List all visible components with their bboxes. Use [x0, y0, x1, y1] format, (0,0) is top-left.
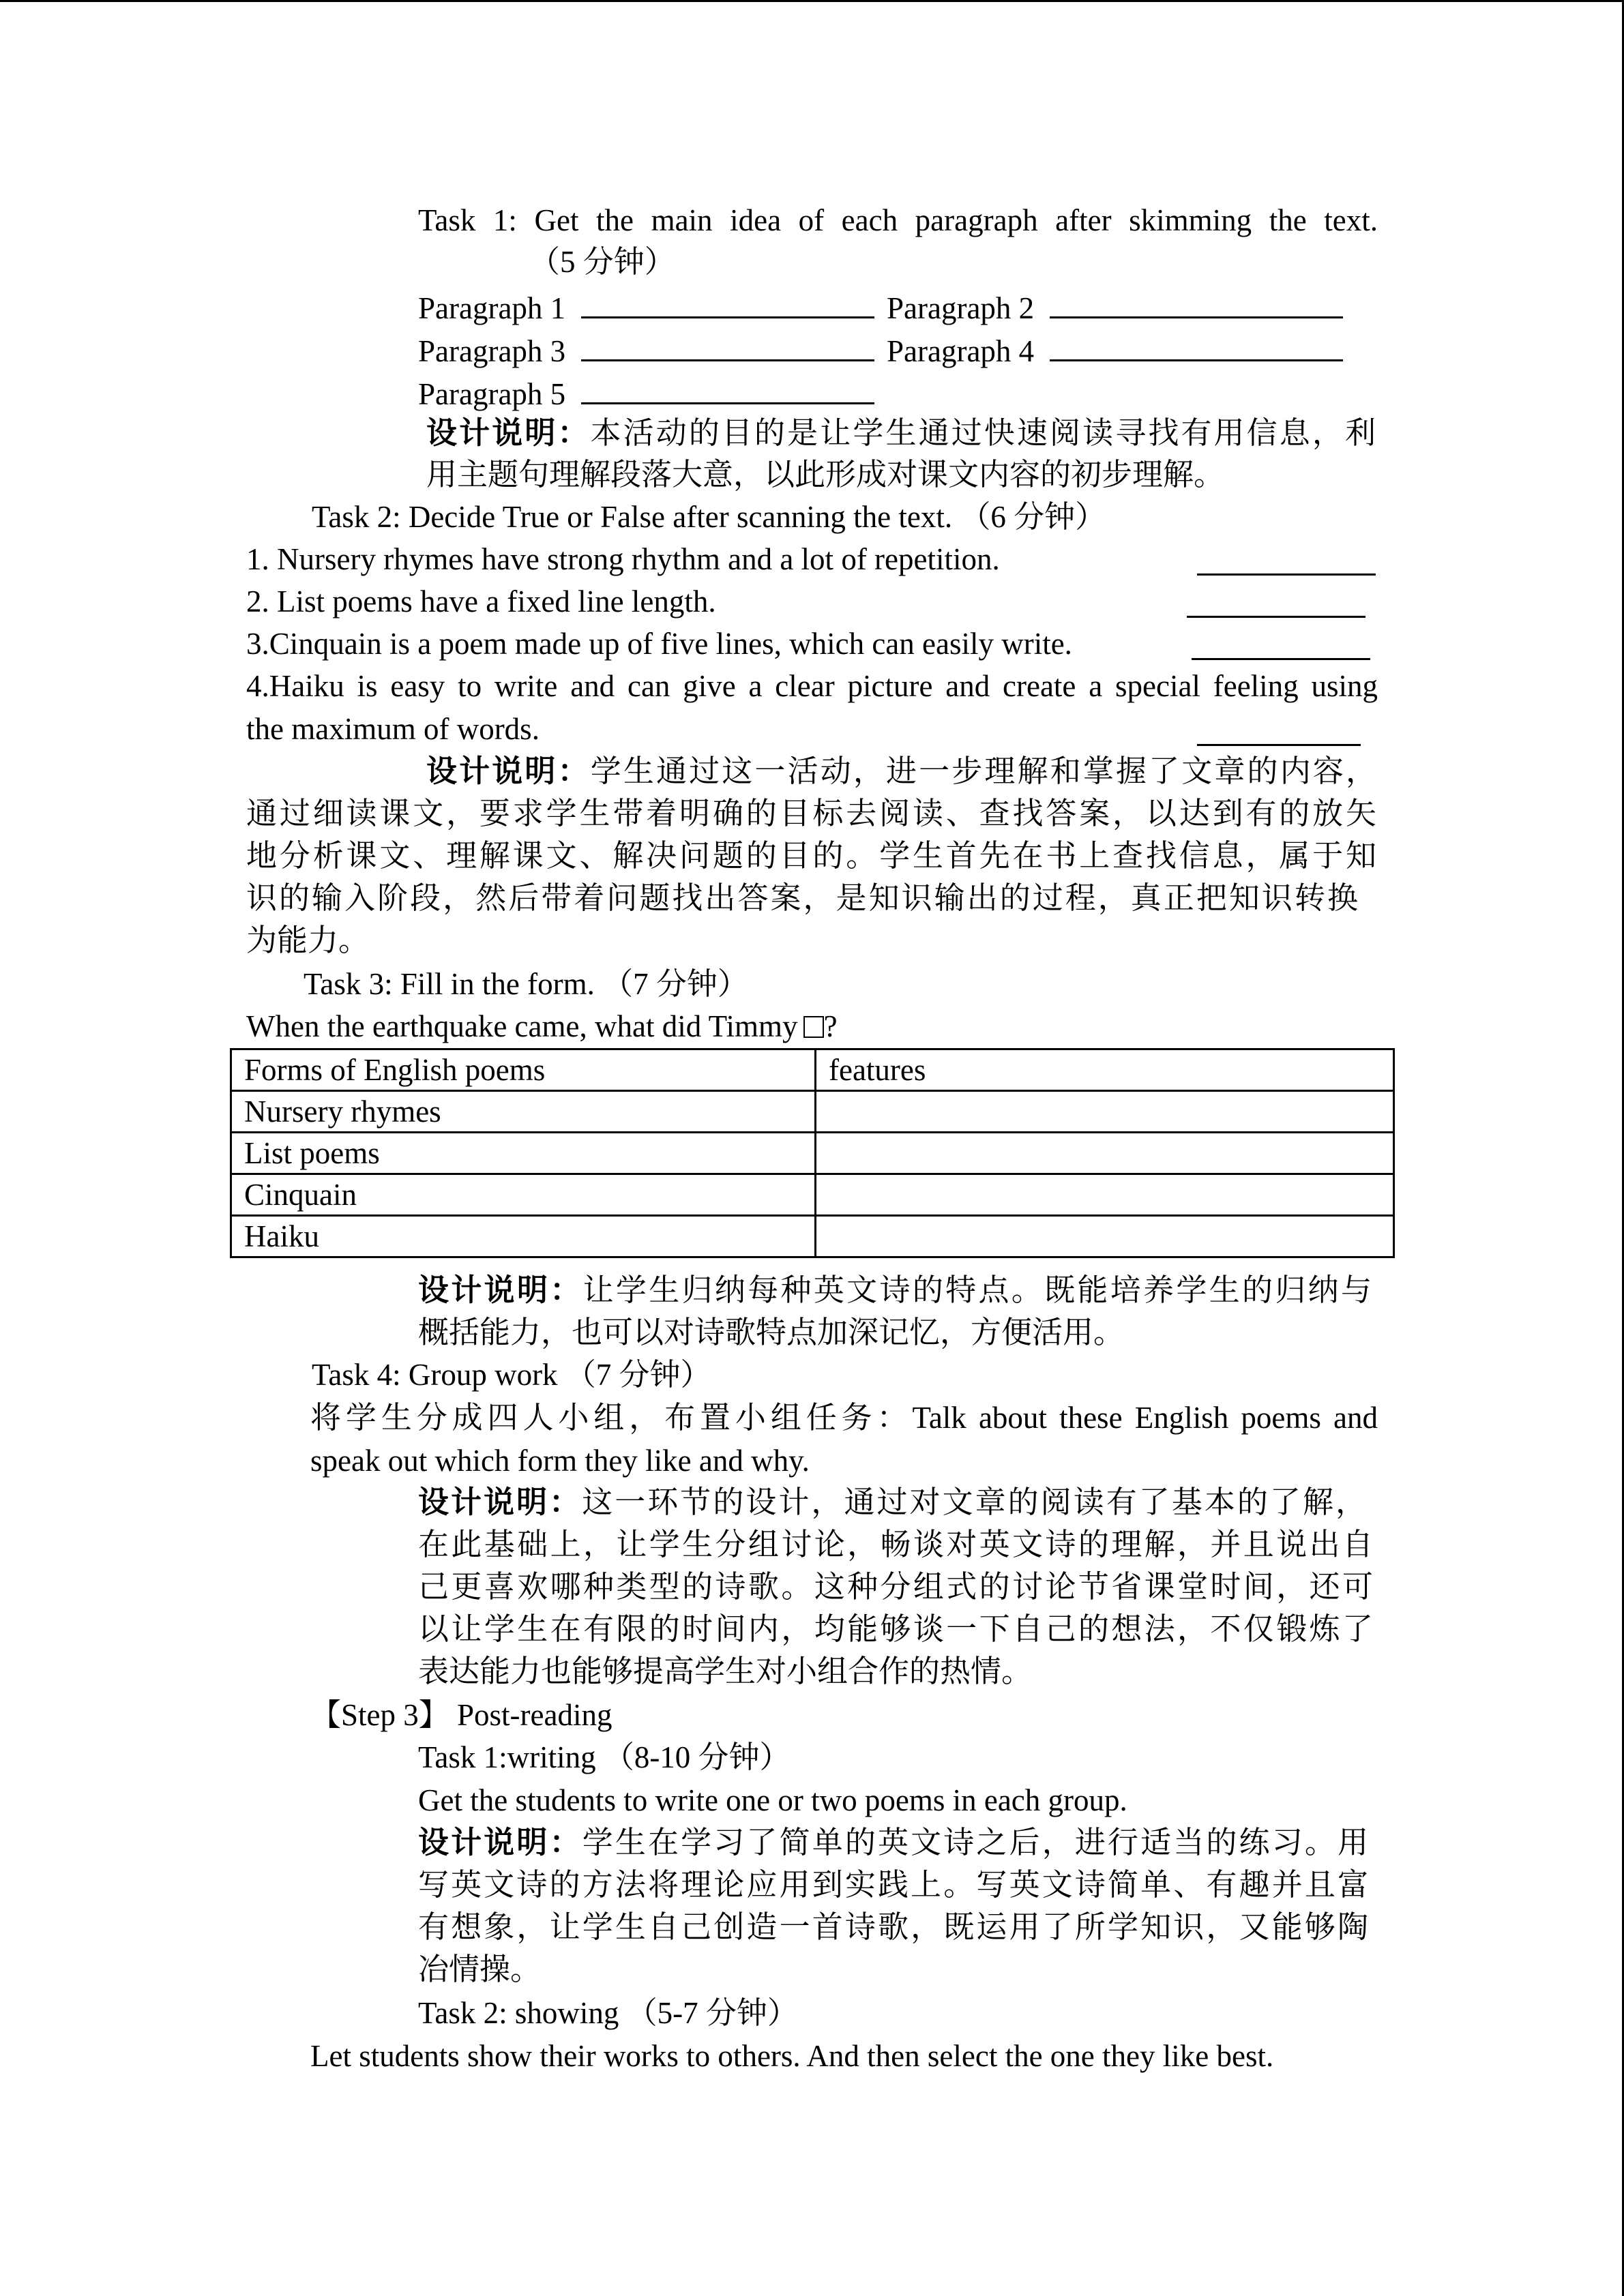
step3-task1-title: Task 1:writing （8-10 分钟） — [418, 1740, 791, 1774]
task4-note-line-3: 己更喜欢哪种类型的诗歌。这种分组式的讨论节省课堂时间，还可 — [418, 1570, 1373, 1604]
task2-note-line-2: 通过细读课文，要求学生带着明确的目标去阅读、查找答案，以达到有的放矢 — [246, 796, 1376, 831]
task4-title: Task 4: Group work （7 分钟） — [312, 1358, 711, 1392]
step3-note-line-1: 设计说明：学生在学习了简单的英文诗之后，进行适当的练习。用 — [418, 1825, 1368, 1860]
paragraph-5-blank[interactable] — [581, 370, 874, 404]
step3-heading: 【Step 3】 Post-reading — [310, 1698, 612, 1732]
task2-answer-4-blank[interactable] — [1197, 744, 1361, 746]
table-row — [231, 1174, 1394, 1216]
table-row — [231, 1091, 1394, 1133]
step3-note-line-2: 写英文诗的方法将理论应用到实践上。写英文诗简单、有趣并且富 — [418, 1868, 1368, 1902]
page-border-top — [0, 0, 1624, 2]
task4-note-line-5: 表达能力也能够提高学生对小组合作的热情。 — [418, 1654, 1033, 1688]
task2-answer-2-blank[interactable] — [1187, 616, 1365, 618]
task3-note-line-2: 概括能力，也可以对诗歌特点加深记忆，方便活用。 — [418, 1315, 1125, 1350]
note-label: 设计说明： — [418, 1825, 582, 1860]
table-cell-features[interactable] — [816, 1133, 1394, 1174]
task4-note-line-2: 在此基础上，让学生分组讨论，畅谈对英文诗的理解，并且说出自 — [418, 1527, 1373, 1562]
task4-note-line-1: 设计说明：这一环节的设计，通过对文章的阅读有了基本的了解， — [418, 1485, 1366, 1519]
table-cell-form: Nursery rhymes — [231, 1091, 816, 1133]
task2-note-line-3: 地分析课文、理解课文、解决问题的目的。学生首先在书上查找信息，属于知 — [246, 839, 1376, 873]
poem-forms-table — [230, 1048, 1395, 1258]
table-header-features: features — [816, 1049, 1394, 1091]
task3-question: When the earthquake came, what did Timmy ? — [246, 1009, 838, 1043]
note-label: 设计说明： — [418, 1273, 583, 1307]
paragraph-3-label: Paragraph 3 — [418, 334, 566, 368]
task3-title: Task 3: Fill in the form. （7 分钟） — [304, 967, 748, 1001]
step3-note-line-4: 冶情操。 — [418, 1952, 542, 1986]
task2-statement-4: 4.Haiku is easy to write and can give a clear picture and create a special feeling using — [246, 669, 1378, 703]
table-cell-features[interactable] — [816, 1174, 1394, 1216]
task1-title: Task 1: Get the main idea of each paragraph after skimming the text. — [418, 203, 1378, 237]
missing-glyph-box — [803, 1016, 824, 1038]
note-label: 设计说明： — [426, 754, 591, 788]
table-cell-features[interactable] — [816, 1216, 1394, 1257]
table-header-forms: Forms of English poems — [231, 1049, 816, 1091]
table-row — [231, 1216, 1394, 1257]
task2-statement-3: 3.Cinquain is a poem made up of five lines, which can easily write. — [246, 627, 1072, 661]
task1-note-line-2: 用主题句理解段落大意，以此形成对课文内容的初步理解。 — [426, 458, 1225, 492]
step3-task2-desc: Let students show their works to others. And then select the one they like best. — [310, 2039, 1274, 2073]
table-cell-form: Cinquain — [231, 1174, 816, 1216]
table-header-row — [231, 1049, 1394, 1091]
task2-title: Task 2: Decide True or False after scanning the text. （6 分钟） — [312, 500, 1106, 534]
paragraph-2-label: Paragraph 2 — [887, 291, 1035, 325]
task1-time: （5 分钟） — [529, 245, 675, 279]
paragraph-5-row — [418, 370, 874, 412]
task2-statement-2: 2. List poems have a fixed line length. — [246, 584, 716, 618]
table-cell-form: Haiku — [231, 1216, 816, 1257]
task2-answer-3-blank[interactable] — [1192, 658, 1370, 660]
task2-note-line-4: 识的输入阶段，然后带着问题找出答案，是知识输出的过程，真正把知识转换 — [246, 881, 1358, 915]
paragraph-3-blank[interactable] — [581, 327, 874, 361]
note-label: 设计说明： — [426, 416, 591, 450]
task2-statement-4-cont: the maximum of words. — [246, 712, 540, 746]
paragraph-3-row — [418, 327, 874, 369]
task2-answer-1-blank[interactable] — [1197, 573, 1376, 576]
paragraph-5-label: Paragraph 5 — [418, 377, 566, 411]
paragraph-2-blank[interactable] — [1050, 284, 1343, 318]
table-cell-form: List poems — [231, 1133, 816, 1174]
task4-desc-line-2: speak out which form they like and why. — [310, 1444, 810, 1478]
task2-note-line-5: 为能力。 — [246, 923, 370, 957]
task3-note-line-1: 设计说明：让学生归纳每种英文诗的特点。既能培养学生的归纳与 — [418, 1273, 1372, 1307]
paragraph-1-row — [418, 284, 874, 326]
table-cell-features[interactable] — [816, 1091, 1394, 1133]
paragraph-1-label: Paragraph 1 — [418, 291, 566, 325]
paragraph-2-row — [887, 284, 1343, 326]
paragraph-4-label: Paragraph 4 — [887, 334, 1035, 368]
step3-task2-title: Task 2: showing （5-7 分钟） — [418, 1996, 798, 2030]
step3-note-line-3: 有想象，让学生自己创造一首诗歌，既运用了所学知识，又能够陶 — [418, 1910, 1368, 1944]
task4-note-line-4: 以让学生在有限的时间内，均能够谈一下自己的想法，不仅锻炼了 — [418, 1612, 1373, 1646]
table-row — [231, 1133, 1394, 1174]
note-label: 设计说明： — [418, 1485, 582, 1519]
task1-note-line-1: 设计说明：本活动的目的是让学生通过快速阅读寻找有用信息，利 — [426, 416, 1376, 450]
paragraph-4-row — [887, 327, 1343, 369]
task4-desc-line-1: 将学生分成四人小组，布置小组任务：Talk about these English poems and — [310, 1401, 1378, 1435]
task2-statement-1: 1. Nursery rhymes have strong rhythm and a lot of repetition. — [246, 542, 1000, 576]
step3-task1-desc: Get the students to write one or two poems in each group. — [418, 1783, 1127, 1817]
task2-note-line-1: 设计说明：学生通过这一活动，进一步理解和掌握了文章的内容， — [426, 754, 1376, 788]
paragraph-1-blank[interactable] — [581, 284, 874, 318]
paragraph-4-blank[interactable] — [1050, 327, 1343, 361]
